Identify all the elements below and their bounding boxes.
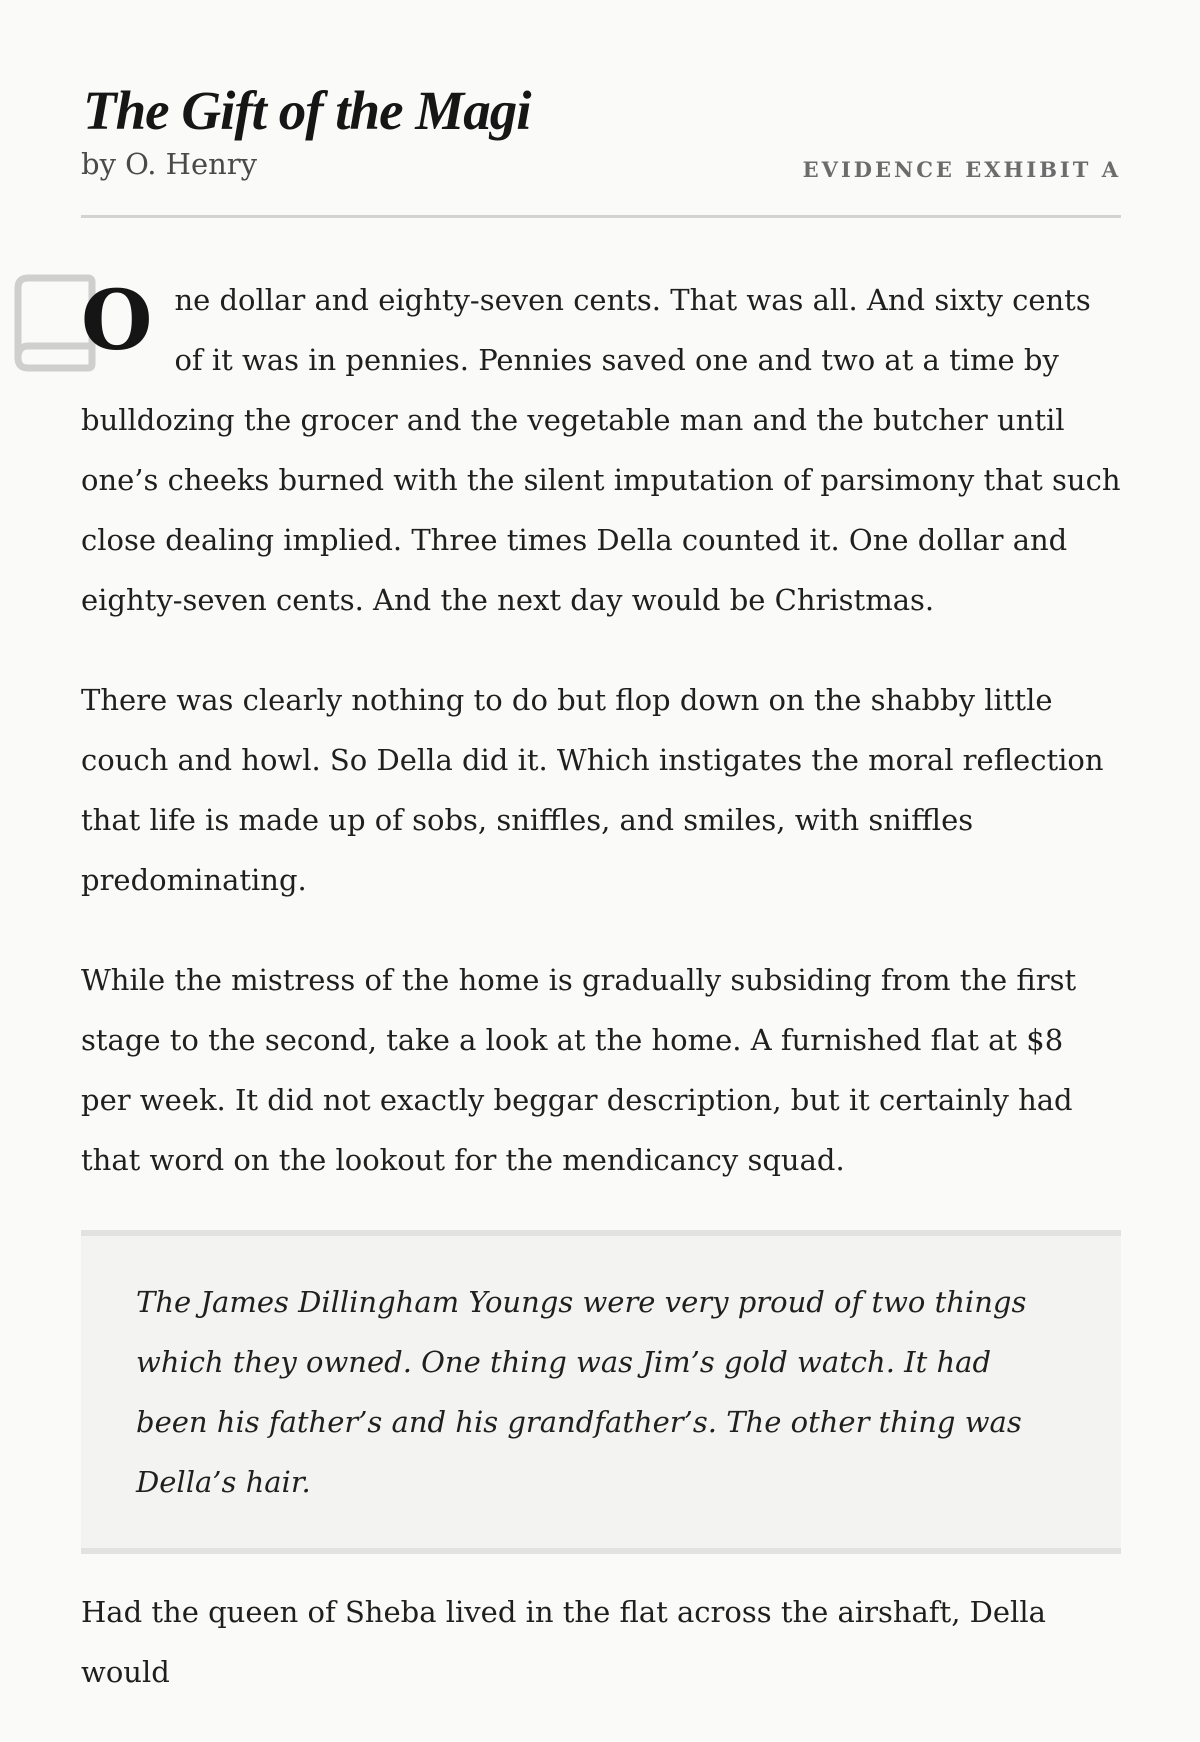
story-header	[81, 78, 1121, 218]
author-byline: by O. Henry	[81, 147, 258, 181]
story-title: The Gift of the Magi	[83, 80, 531, 141]
pull-quote: The James Dillingham Youngs were very proud of two things which they owned. One thing was Jim’s gold watch. It had been his father’s and his grandfather’s. The other thing was Della’s hair.	[81, 1230, 1121, 1554]
story-body	[81, 270, 1121, 1742]
paragraph-2: There was clearly nothing to do but flop down on the shabby little couch and howl. So Della did it. Which instigates the moral reflection that life is made up of sobs, sniffles, and smiles, with sniffles predominating.	[81, 683, 1104, 897]
paragraph-3: While the mistress of the home is gradually subsiding from the first stage to the second, take a look at the home. A furnished flat at $8 per week. It did not exactly beggar description, but it certainly had that word on the lookout for the mendicancy squad.	[81, 963, 1077, 1177]
exhibit-label: EVIDENCE EXHIBIT A	[802, 157, 1121, 182]
paragraph-1	[81, 270, 1121, 630]
paragraph-4: Had the queen of Sheba lived in the flat across the airshaft, Della would	[81, 1595, 1046, 1689]
paragraph-1-text: ne dollar and eighty-seven cents. That was all. And sixty cents of it was in pennies. Pennies saved one and two at a time by bulldozing the grocer and the vegetable man and the butcher until one’s cheeks burned with the silent imputation of parsimony that such close dealing implied. Three times Della counted it. One dollar and eighty-seven cents. And the next day would be Christmas.	[81, 283, 1121, 617]
document-page	[81, 0, 1121, 1689]
drop-cap: O	[81, 273, 153, 369]
